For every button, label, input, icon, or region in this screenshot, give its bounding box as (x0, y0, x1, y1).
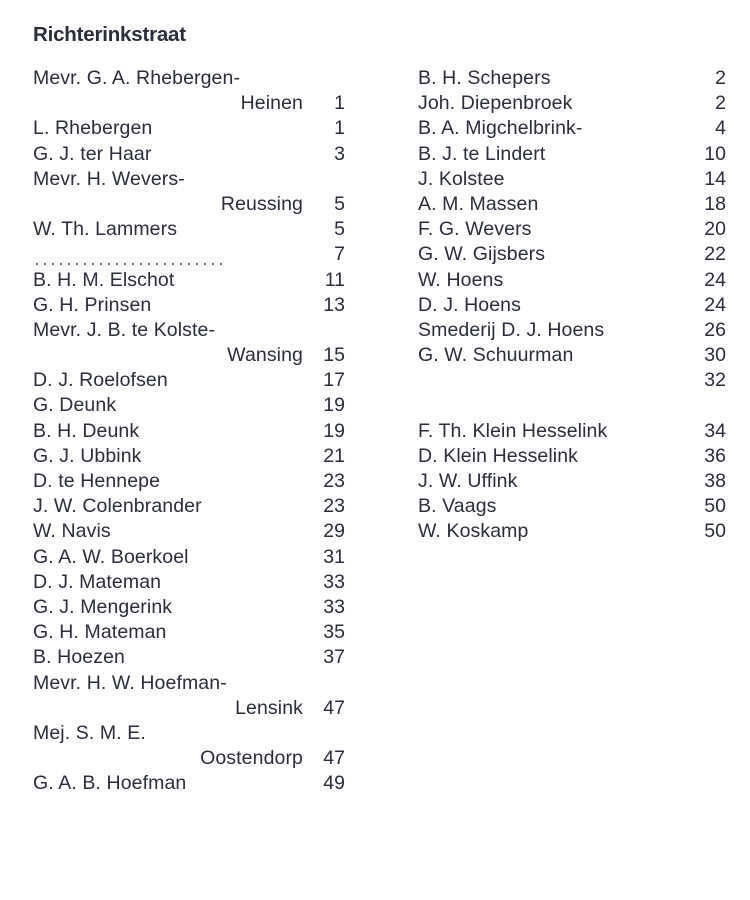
resident-name: Mevr. H. Wevers- (33, 167, 185, 190)
address-entry (33, 419, 345, 444)
resident-name: Mej. S. M. E. (33, 721, 146, 744)
resident-name: Joh. Diepenbroek (418, 92, 573, 115)
address-entry (33, 671, 345, 696)
house-number: 29 (323, 520, 345, 543)
address-entry (33, 217, 345, 242)
house-number: 19 (323, 394, 345, 417)
address-entry (33, 545, 345, 570)
resident-name: G. W. Schuurman (418, 344, 574, 367)
resident-name: B. H. M. Elschot (33, 268, 175, 291)
address-entry (33, 293, 345, 318)
address-entry (418, 444, 726, 469)
house-number: 24 (704, 268, 726, 291)
resident-name: W. Th. Lammers (33, 218, 178, 241)
resident-name: D. Klein Hesselink (418, 444, 579, 467)
address-entry (418, 293, 726, 318)
resident-name: B. Vaags (418, 495, 497, 518)
address-entry (418, 368, 726, 393)
address-entry (418, 343, 726, 368)
house-number: 20 (704, 218, 726, 241)
house-number: 18 (704, 192, 726, 215)
address-entry (418, 494, 726, 519)
house-number: 11 (324, 268, 345, 291)
address-entry (418, 419, 726, 444)
resident-name: B. H. Schepers (418, 67, 551, 89)
resident-name: Reussing (220, 192, 303, 215)
house-number: 21 (323, 444, 345, 467)
address-entry (33, 696, 345, 721)
resident-name: Lensink (235, 696, 303, 719)
address-entry (418, 217, 726, 242)
address-entry (418, 142, 726, 167)
house-number: 47 (323, 747, 345, 770)
resident-name: D. J. Mateman (33, 570, 162, 593)
resident-name: G. J. Ubbink (33, 444, 142, 467)
address-entry (33, 746, 345, 771)
address-entry (418, 167, 726, 192)
resident-name: G. H. Mateman (33, 621, 167, 644)
address-entry (418, 318, 726, 343)
house-number: 38 (704, 470, 726, 492)
address-entry (418, 91, 726, 116)
house-number: 33 (323, 570, 345, 593)
resident-name: G. A. W. Boerkoel (33, 545, 189, 568)
resident-name: J. W. Colenbrander (33, 495, 202, 518)
address-entry (33, 469, 345, 494)
address-entry (33, 192, 345, 217)
resident-name: Mevr. G. A. Rhebergen- (33, 67, 241, 89)
resident-name: G. W. Gijsbers (418, 243, 546, 266)
house-number: 37 (323, 646, 345, 669)
resident-name: A. M. Massen (418, 192, 539, 215)
address-entry (33, 318, 345, 343)
resident-name: B. Hoezen (33, 646, 125, 669)
house-number: 22 (704, 243, 726, 266)
address-entry (33, 242, 345, 267)
resident-name: Oostendorp (200, 747, 303, 770)
resident-name: B. H. Deunk (33, 419, 140, 442)
address-entry (33, 494, 345, 519)
house-number: 47 (323, 696, 345, 719)
resident-name: Wansing (227, 344, 303, 367)
resident-name: L. Rhebergen (33, 117, 153, 140)
address-entry (33, 116, 345, 141)
address-entry (33, 771, 345, 796)
address-entry (33, 393, 345, 418)
resident-name: G. J. Mengerink (33, 595, 173, 618)
resident-name: F. Th. Klein Hesselink (418, 419, 608, 442)
house-number: 5 (334, 192, 345, 215)
resident-name: W. Koskamp (418, 520, 529, 543)
house-number: 36 (704, 444, 726, 467)
address-entry (33, 91, 345, 116)
address-entry (33, 368, 345, 393)
house-number: 19 (323, 419, 345, 442)
resident-name: W. Hoens (418, 268, 504, 291)
address-entry (418, 242, 726, 267)
street-heading: Richterinkstraat (33, 23, 186, 46)
address-entry (33, 620, 345, 645)
address-entry (418, 192, 726, 217)
address-entry (418, 519, 726, 544)
resident-name: B. A. Migchelbrink- (418, 117, 583, 140)
resident-name: J. Kolstee (418, 167, 505, 190)
house-number: 34 (704, 419, 726, 442)
house-number: 31 (323, 545, 345, 568)
address-entry (33, 167, 345, 192)
address-entry (418, 469, 726, 494)
address-entry (33, 268, 345, 293)
house-number: 17 (323, 369, 345, 392)
resident-name: G. J. ter Haar (33, 142, 152, 165)
resident-name: Mevr. H. W. Hoefman- (33, 671, 227, 694)
address-entry (33, 519, 345, 544)
address-entry (33, 142, 345, 167)
house-number: 33 (323, 595, 345, 618)
resident-name: D. te Hennepe (33, 470, 161, 492)
address-column-right (418, 66, 726, 545)
house-number: 14 (704, 167, 726, 190)
dotted-placeholder (33, 249, 223, 269)
address-entry (33, 570, 345, 595)
address-entry (33, 66, 345, 91)
resident-name: B. J. te Lindert (418, 142, 546, 165)
house-number: 32 (704, 369, 726, 392)
resident-name: Heinen (240, 92, 303, 115)
house-number: 1 (334, 92, 345, 115)
house-number: 7 (334, 243, 345, 266)
house-number: 13 (323, 293, 345, 316)
resident-name: Mevr. J. B. te Kolste- (33, 318, 216, 341)
address-entry (418, 116, 726, 141)
address-entry (418, 268, 726, 293)
address-entry (33, 343, 345, 368)
address-entry (33, 444, 345, 469)
house-number: 1 (334, 117, 345, 140)
address-entry (33, 645, 345, 670)
house-number: 23 (323, 470, 345, 492)
house-number: 4 (715, 117, 726, 140)
resident-name: W. Navis (33, 520, 111, 543)
house-number: 26 (704, 318, 726, 341)
resident-name: G. Deunk (33, 394, 117, 417)
address-entry (33, 595, 345, 620)
address-entry (33, 721, 345, 746)
resident-name: D. J. Hoens (418, 293, 521, 316)
house-number: 3 (334, 142, 345, 165)
house-number: 10 (704, 142, 726, 165)
house-number: 2 (715, 92, 726, 115)
resident-name: Smederij D. J. Hoens (418, 318, 605, 341)
house-number: 49 (323, 772, 345, 795)
resident-name: G. A. B. Hoefman (33, 772, 187, 795)
house-number: 2 (715, 67, 726, 89)
house-number: 24 (704, 293, 726, 316)
house-number: 50 (704, 520, 726, 543)
address-column-left (33, 66, 345, 796)
house-number: 30 (704, 344, 726, 367)
house-number: 50 (704, 495, 726, 518)
resident-name: F. G. Wevers (418, 218, 532, 241)
house-number: 35 (323, 621, 345, 644)
resident-name: J. W. Uffink (418, 470, 518, 492)
house-number: 5 (334, 218, 345, 241)
house-number: 15 (323, 344, 345, 367)
resident-name: D. J. Roelofsen (33, 369, 168, 392)
resident-name: G. H. Prinsen (33, 293, 152, 316)
house-number: 23 (323, 495, 345, 518)
address-entry (418, 66, 726, 91)
